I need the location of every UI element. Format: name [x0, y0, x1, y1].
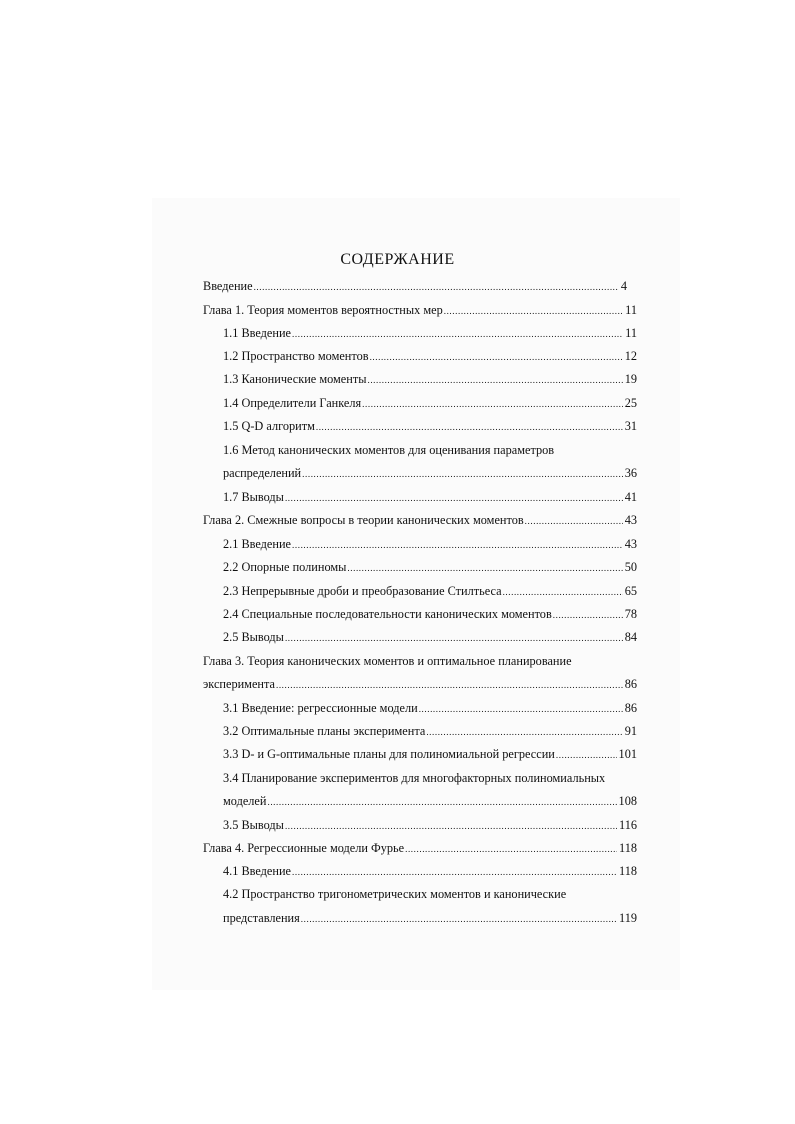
toc-page-number: 118: [619, 864, 637, 878]
toc-leader-dots: [292, 863, 617, 881]
toc-page-number: 25: [624, 396, 637, 410]
toc-entry-section-1-2[interactable]: [223, 347, 637, 365]
toc-entry-text: 4.1 Введение: [223, 864, 292, 878]
toc-entry-section-1-6[interactable]: [223, 464, 637, 482]
toc-page-number: 50: [624, 560, 637, 574]
toc-entry-chapter-4[interactable]: [203, 839, 637, 857]
toc-page-number: 119: [619, 911, 637, 925]
toc-leader-dots: [285, 489, 623, 507]
toc-leader-dots: [525, 512, 623, 530]
page-title: СОДЕРЖАНИЕ: [340, 251, 455, 268]
toc-entry-text: моделей: [223, 794, 267, 808]
toc-page-number: 43: [624, 513, 637, 527]
toc-entry-text: 1.3 Канонические моменты: [223, 372, 367, 386]
toc-page-number: 41: [624, 490, 637, 504]
toc-entry-text: 1.7 Выводы: [223, 490, 284, 504]
toc-page-number: 12: [624, 349, 637, 363]
toc-leader-dots: [285, 817, 617, 835]
toc-leader-dots: [254, 278, 619, 296]
toc-page-number: 86: [624, 701, 637, 715]
toc-page-number: 86: [624, 677, 637, 691]
toc-entry-section-1-5[interactable]: [223, 417, 637, 435]
toc-leader-dots: [362, 395, 623, 413]
toc-entry-text: 2.4 Специальные последовательности канонических моментов: [223, 607, 552, 621]
toc-entry-text: Введение: [203, 279, 253, 293]
toc-entry-text: Глава 1. Теория моментов вероятностных мер: [203, 303, 443, 317]
toc-page-number: 31: [624, 419, 637, 433]
toc-page-number: 36: [624, 466, 637, 480]
toc-entry-section-1-3[interactable]: [223, 370, 637, 388]
toc-leader-dots: [405, 840, 617, 858]
toc-leader-dots: [426, 723, 622, 741]
toc-entry-text: 3.5 Выводы: [223, 818, 284, 832]
toc-leader-dots: [316, 418, 623, 436]
toc-entry-section-3-2[interactable]: [223, 722, 637, 740]
toc-page-number: 19: [624, 372, 637, 386]
toc-entry-section-4-2-line1: 4.2 Пространство тригонометрических моментов и канонические: [223, 887, 567, 901]
toc-leader-dots: [419, 700, 623, 718]
toc-entry-text: Глава 4. Регрессионные модели Фурье: [203, 841, 405, 855]
toc-page-number: 43: [624, 537, 637, 551]
toc-leader-dots: [444, 302, 623, 320]
toc-entry-introduction[interactable]: [203, 277, 627, 295]
toc-entry-chapter-3-line1: Глава 3. Теория канонических моментов и оптимальное планирование: [203, 654, 572, 668]
toc-page-number: 84: [624, 630, 637, 644]
toc-page-number: 11: [625, 326, 637, 340]
toc-entry-section-1-1[interactable]: [223, 324, 637, 342]
toc-entry-section-3-4[interactable]: [223, 792, 637, 810]
toc-entry-section-2-3[interactable]: [223, 582, 637, 600]
toc-entry-chapter-1[interactable]: [203, 301, 637, 319]
toc-entry-section-3-5[interactable]: [223, 816, 637, 834]
toc-entry-text: Глава 2. Смежные вопросы в теории канонических моментов: [203, 513, 524, 527]
toc-entry-section-2-2[interactable]: [223, 558, 637, 576]
toc-page-number: 4: [620, 279, 627, 293]
toc-leader-dots: [285, 629, 623, 647]
toc-entry-section-1-6-line1: 1.6 Метод канонических моментов для оценивания параметров: [223, 443, 555, 457]
toc-leader-dots: [292, 325, 623, 343]
toc-entry-text: 2.3 Непрерывные дроби и преобразование Стилтьеса: [223, 584, 502, 598]
toc-entry-section-1-4[interactable]: [223, 394, 637, 412]
toc-page-number: 11: [625, 303, 637, 317]
toc-entry-text: 2.2 Опорные полиномы: [223, 560, 347, 574]
toc-leader-dots: [276, 676, 623, 694]
toc-leader-dots: [347, 559, 622, 577]
toc-entry-text: эксперимента: [203, 677, 275, 691]
toc-entry-section-2-5[interactable]: [223, 628, 637, 646]
toc-page-number: 91: [624, 724, 637, 738]
toc-entry-section-3-1[interactable]: [223, 699, 637, 717]
toc-entry-text: представления: [223, 911, 300, 925]
toc-entry-section-2-4[interactable]: [223, 605, 637, 623]
toc-leader-dots: [292, 536, 623, 554]
toc-entry-text: 1.2 Пространство моментов: [223, 349, 369, 363]
toc-entry-section-4-1[interactable]: [223, 862, 637, 880]
toc-page-number: 118: [619, 841, 637, 855]
toc-entry-section-3-4-line1: 3.4 Планирование экспериментов для многофакторных полиномиальных: [223, 771, 606, 785]
toc-leader-dots: [302, 465, 623, 483]
toc-page-number: 78: [624, 607, 637, 621]
toc-entry-text: 1.5 Q-D алгоритм: [223, 419, 315, 433]
toc-leader-dots: [556, 746, 617, 764]
toc-leader-dots: [503, 583, 623, 601]
toc-entry-text: 3.3 D- и G-оптимальные планы для полиномиальной регрессии: [223, 747, 555, 761]
toc-page-number: 101: [618, 747, 637, 761]
toc-leader-dots: [367, 371, 622, 389]
toc-entry-text: 3.2 Оптимальные планы эксперимента: [223, 724, 426, 738]
toc-entry-section-3-3[interactable]: [223, 745, 637, 763]
toc-entry-text: 1.4 Определители Ганкеля: [223, 396, 362, 410]
toc-entry-text: распределений: [223, 466, 302, 480]
toc-entry-text: 2.5 Выводы: [223, 630, 284, 644]
toc-leader-dots: [301, 910, 617, 928]
toc-entry-chapter-2[interactable]: [203, 511, 637, 529]
toc-page-number: 108: [618, 794, 637, 808]
toc-page-number: 116: [619, 818, 637, 832]
toc-entry-section-4-2[interactable]: [223, 909, 637, 927]
toc-page-number: 65: [624, 584, 637, 598]
toc-entry-text: 1.1 Введение: [223, 326, 292, 340]
toc-entry-text: 3.1 Введение: регрессионные модели: [223, 701, 418, 715]
toc-leader-dots: [553, 606, 623, 624]
toc-entry-section-2-1[interactable]: [223, 535, 637, 553]
toc-entry-text: 2.1 Введение: [223, 537, 292, 551]
toc-leader-dots: [267, 793, 616, 811]
toc-leader-dots: [370, 348, 623, 366]
toc-entry-chapter-3[interactable]: [203, 675, 637, 693]
toc-entry-section-1-7[interactable]: [223, 488, 637, 506]
